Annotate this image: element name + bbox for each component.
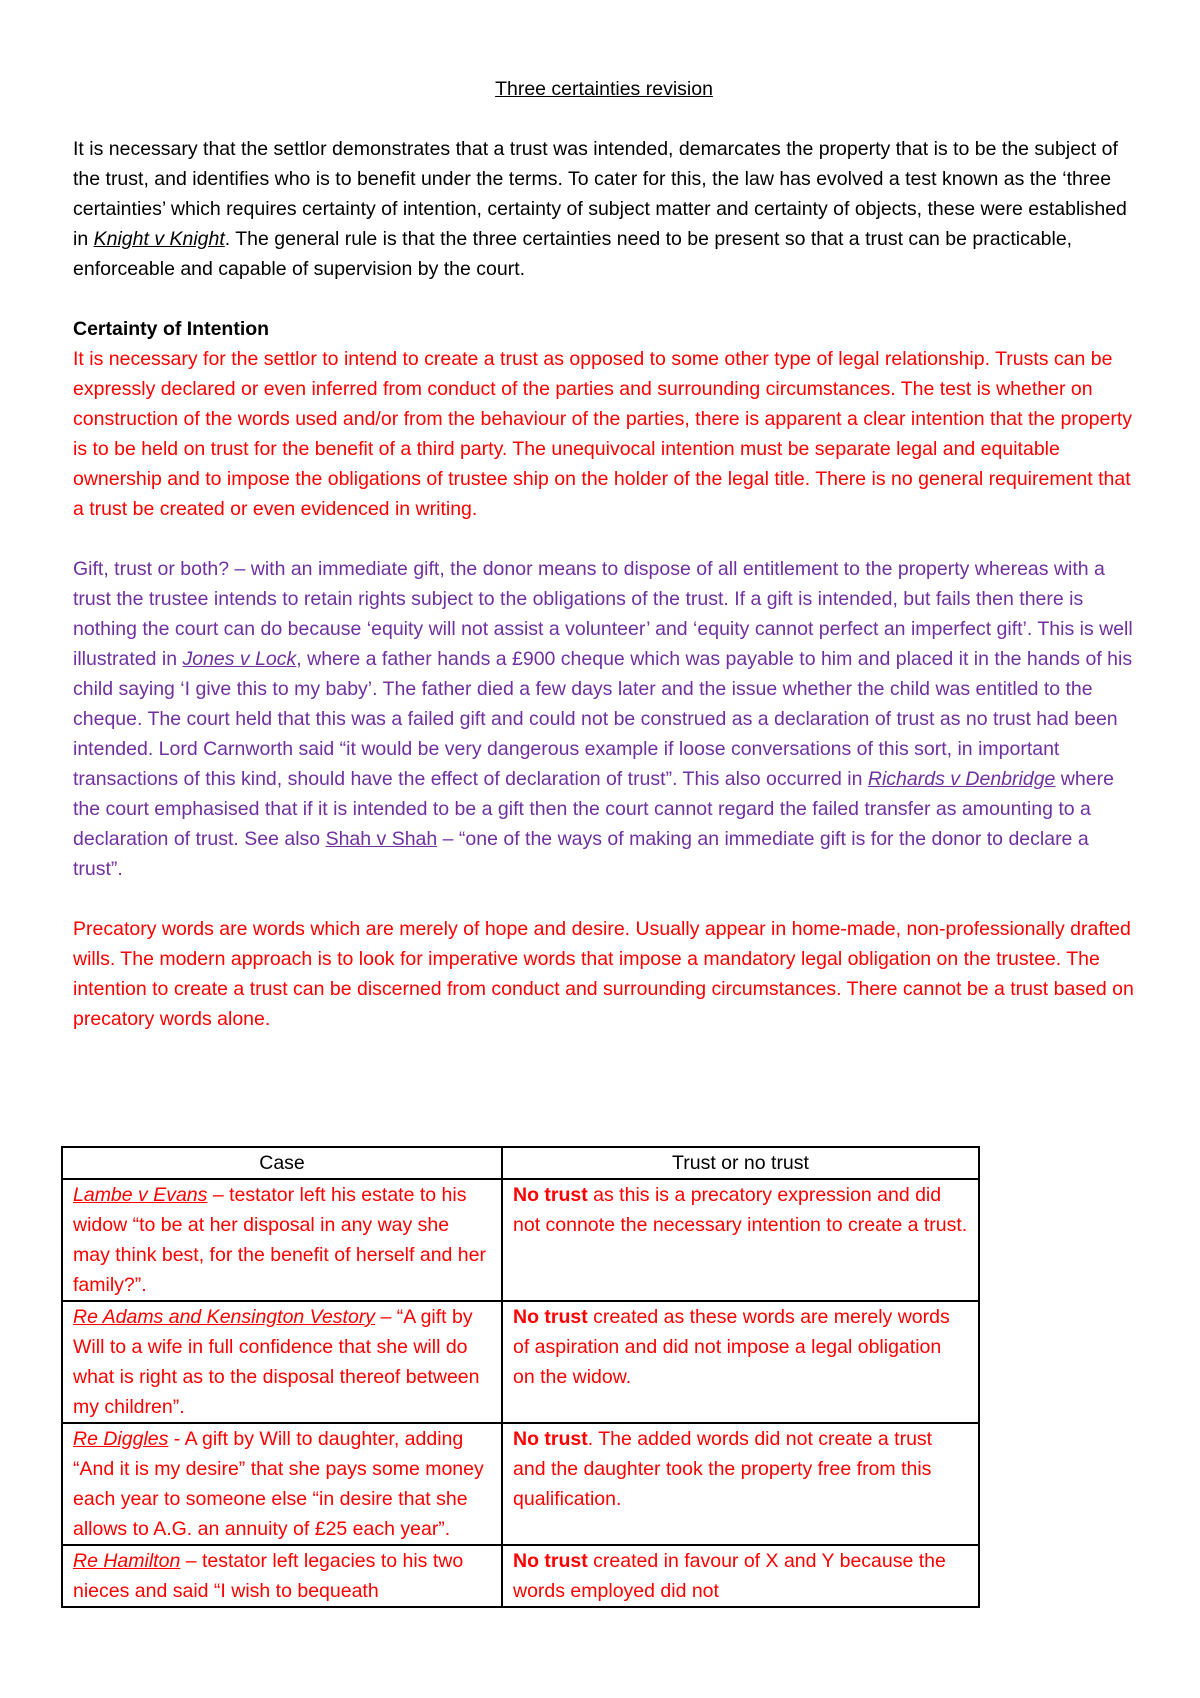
case-cell — [62, 1301, 502, 1423]
precatory-paragraph: Precatory words are words which are merely of hope and desire. Usually appear in home-made, non-professionally drafted wills. The modern approach is to look for imperative words that impose a mandatory legal obligation on the trustee. The intention to create a trust can be discerned from conduct and surrounding circumstances. There cannot be a trust based on precatory words alone. — [73, 918, 1134, 1030]
cases-table — [61, 1146, 980, 1608]
result-cell — [502, 1423, 979, 1545]
gift-paragraph — [73, 554, 1135, 884]
case-cell — [62, 1423, 502, 1545]
table-row — [62, 1179, 979, 1301]
table-row — [62, 1301, 979, 1423]
intention-paragraph: It is necessary for the settlor to intend to create a trust as opposed to some other type of legal relationship. Trusts can be expressly declared or even inferred from conduct of the parties and surrounding circumstances. The test is whether on construction of the words used and/or from the behaviour of the parties, there is apparent a clear intention that the property is to be held on trust for the benefit of a third party. The unequivocal intention must be separate legal and equitable ownership and to impose the obligations of trustee ship on the holder of the legal title. There is no general requirement that a trust be created or even evidenced in writing. — [73, 348, 1133, 520]
document-body — [73, 74, 1135, 1034]
case-text: – “A gift by Will to a wife in full confidence that she will do what is right as to the disposal thereof between my children”. — [73, 1306, 480, 1418]
case-name: Re Hamilton — [73, 1550, 181, 1572]
case-shah-v-shah: Shah v Shah — [325, 828, 438, 850]
result-label: No trust — [513, 1550, 588, 1572]
section-heading-intention: Certainty of Intention — [73, 318, 270, 340]
result-label: No trust — [513, 1306, 588, 1328]
result-text: . The added words did not create a trust and the daughter took the property free from this qualification. — [513, 1428, 933, 1510]
case-text: – testator left legacies to his two nieces and said “I wish to bequeath — [73, 1550, 464, 1602]
result-cell — [502, 1301, 979, 1423]
result-cell — [502, 1179, 979, 1301]
table-header-case: Case — [62, 1147, 502, 1179]
result-text: created as these words are merely words of aspiration and did not impose a legal obligation on the widow. — [513, 1306, 950, 1388]
case-jones-v-lock: Jones v Lock — [182, 648, 297, 670]
case-knight-v-knight: Knight v Knight — [93, 228, 225, 250]
intro-paragraph — [73, 134, 1135, 284]
result-label: No trust — [513, 1428, 588, 1450]
case-text: - A gift by Will to daughter, adding “And it is my desire” that she pays some money each year to someone else “in desire that she allows to A.G. an annuity of £25 each year”. — [73, 1428, 484, 1540]
intro-text-end: . The general rule is that the three certainties need to be present so that a trust can be practicable, enforceable and capable of supervision by the court. — [73, 228, 1073, 280]
page-title: Three certainties revision — [495, 78, 713, 100]
table-row — [62, 1423, 979, 1545]
gift-text-2: , where a father hands a £900 cheque which was payable to him and placed it in the hands of his child saying ‘I give this to my baby’. The father died a few days later and the issue whether the child was entitled to the cheque. The court held that this was a failed gift and could not be construed as a declaration of trust as no trust had been intended. Lord Carnworth said “it would be very dangerous example if loose conversations of this sort, in important transactions of this kind, should have the effect of declaration of trust”. This also occurred in — [73, 648, 1133, 790]
case-name: Re Diggles — [73, 1428, 169, 1450]
gift-text-3: where the court emphasised that if it is intended to be a gift then the court cannot regard the failed transfer as amounting to a declaration of trust. See also — [73, 768, 1114, 850]
table-header-row — [62, 1147, 979, 1179]
gift-text: Gift, trust or both? – with an immediate gift, the donor means to dispose of all entitlement to the property whereas with a trust the trustee intends to retain rights subject to the obligations of the trust. If a gift is intended, but fails then there is nothing the court can do because ‘equity will not assist a volunteer’ and ‘equity cannot perfect an imperfect gift’. This is well illustrated in — [73, 558, 1133, 670]
case-cell — [62, 1179, 502, 1301]
result-text: created in favour of X and Y because the words employed did not — [513, 1550, 946, 1602]
case-text: – testator left his estate to his widow “to be at her disposal in any way she may think best, for the benefit of herself and her family?”. — [73, 1184, 486, 1296]
case-name: Re Adams and Kensington Vestory — [73, 1306, 376, 1328]
intro-text: It is necessary that the settlor demonstrates that a trust was intended, demarcates the property that is to be the subject of the trust, and identifies who is to benefit under the terms. To cater for this, the law has evolved a test known as the ‘three certainties’ which requires certainty of intention, certainty of subject matter and certainty of objects, these were established in — [73, 138, 1127, 250]
case-richards-v-denbridge: Richards v Denbridge — [867, 768, 1056, 790]
table-row — [62, 1545, 979, 1607]
gift-text-4: – “one of the ways of making an immediate gift is for the donor to declare a trust”. — [73, 828, 1089, 880]
result-label: No trust — [513, 1184, 588, 1206]
result-cell — [502, 1545, 979, 1607]
table-header-trust: Trust or no trust — [502, 1147, 979, 1179]
result-text: as this is a precatory expression and did not connote the necessary intention to create a trust. — [513, 1184, 968, 1236]
case-cell — [62, 1545, 502, 1607]
case-name: Lambe v Evans — [73, 1184, 208, 1206]
